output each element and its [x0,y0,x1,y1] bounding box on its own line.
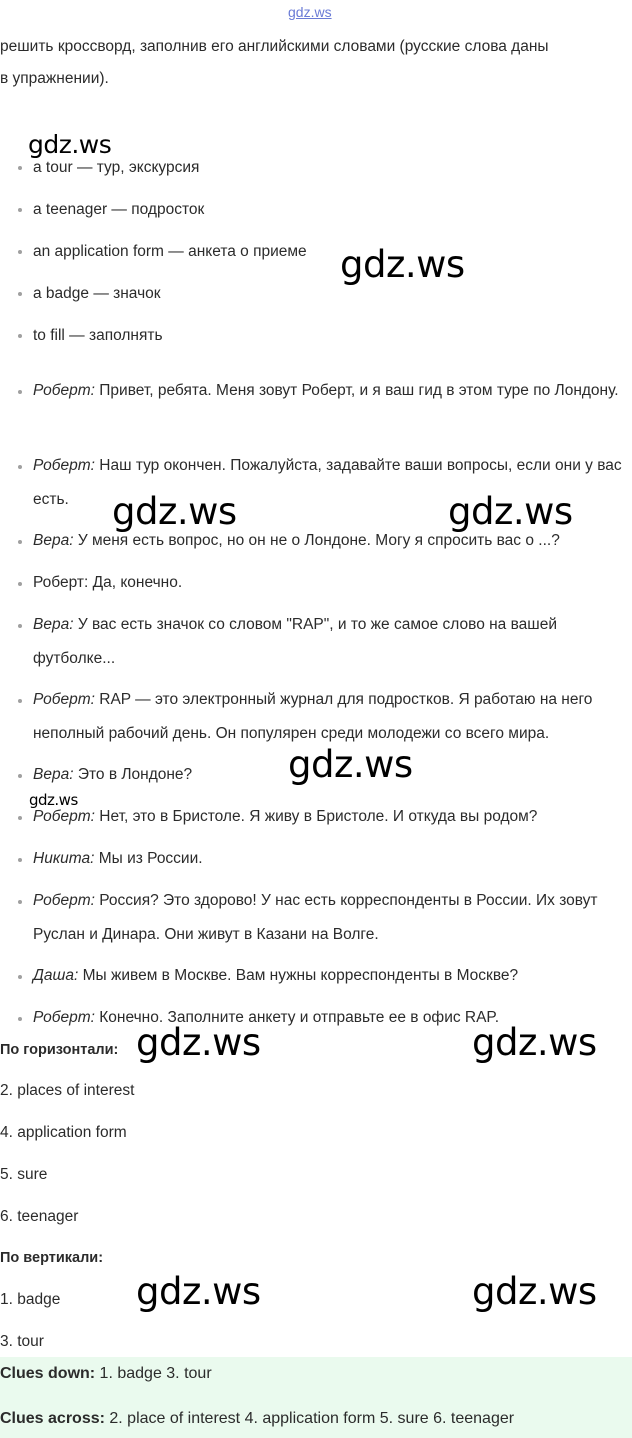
across-clue: 2. places of interest [0,1082,135,1099]
bullet-icon [16,856,24,864]
vocab-item: to fill — заполнять [33,327,163,344]
speech: Привет, ребята. Меня зовут Роберт, и я ваш гид в этом туре по Лондону. [94,382,619,399]
bullet-icon [16,248,24,256]
bullet-icon [16,1015,24,1023]
speech: Мы живем в Москве. Вам нужны корреспонденты в Москве? [78,967,519,984]
speech: Россия? Это здорово! У нас есть корреспонденты в России. Их зовут Руслан и Динара. Они живут в Казани на Волге. [33,892,598,943]
speaker: Даша: [33,967,79,984]
watermark: gdz.ws [340,243,465,286]
bullet-icon [16,580,24,588]
watermark: gdz.ws [448,490,573,533]
down-heading: По вертикали: [0,1250,104,1266]
speaker: Вера: [33,766,74,783]
site-link[interactable]: gdz.ws [288,4,332,20]
watermark: gdz.ws [28,130,112,159]
speaker: Вера: [33,532,74,549]
answers-down-label: Clues down: [0,1365,96,1382]
watermark: gdz.ws [472,1270,597,1313]
speaker: Никита: [33,850,95,867]
dialogue-item [33,959,628,993]
bullet-icon [16,388,24,396]
across-clue: 4. application form [0,1124,127,1141]
watermark: gdz.ws [136,1270,261,1313]
speech: Роберт: Да, конечно. [33,574,183,591]
dialogue-item [33,566,628,600]
bullet-icon [16,898,24,906]
answers-down [0,1365,212,1383]
answers-across-text: 2. place of interest 4. application form 5. sure 6. teenager [104,1410,515,1427]
speech: Мы из России. [94,850,203,867]
speech: У меня есть вопрос, но он не о Лондоне. Могу я спросить вас о ...? [73,532,560,549]
dialogue-item [33,800,628,834]
speaker: Вера: [33,616,74,633]
watermark: gdz.ws [472,1021,597,1064]
watermark: gdz.ws [288,743,413,786]
bullet-icon [16,538,24,546]
vocab-item: a tour — тур, экскурсия [33,159,200,176]
vocab-item: a badge — значок [33,285,161,302]
down-clue: 1. badge [0,1291,61,1308]
answers-down-text: 1. badge 3. tour [95,1365,212,1382]
bullet-icon [16,772,24,780]
dialogue-item [33,884,628,952]
speech: Нет, это в Бристоле. Я живу в Бристоле. И откуда вы родом? [94,808,538,825]
bullet-icon [16,697,24,705]
speech: Конечно. Заполните анкету и отправьте ее в офис RAP. [94,1009,500,1026]
dialogue-item [33,374,628,408]
bullet-icon [16,164,24,172]
answers-box [0,1357,632,1438]
answers-across-label: Clues across: [0,1410,105,1427]
bullet-icon [16,332,24,340]
answers-across [0,1410,514,1428]
intro-line-2: в упражнении). [0,70,109,87]
watermark: gdz.ws [112,490,237,533]
speaker: Роберт: [33,892,95,909]
vocab-item: a teenager — подросток [33,201,205,218]
speaker: Роберт: [33,457,95,474]
down-clue: 3. tour [0,1333,44,1350]
across-clue: 5. sure [0,1166,48,1183]
dialogue-item [33,683,628,751]
bullet-icon [16,973,24,981]
watermark: gdz.ws [136,1021,261,1064]
speech: Наш тур окончен. Пожалуйста, задавайте ваши вопросы, если они у вас есть. [33,457,622,508]
speech: У вас есть значок со словом "RAP", и то же самое слово на вашей футболке... [33,616,558,667]
speaker: Роберт: [33,382,95,399]
bullet-icon [16,463,24,471]
intro-line-1: решить кроссворд, заполнив его английскими словами (русские слова даны [0,38,549,55]
bullet-icon [16,206,24,214]
speaker: Роберт: [33,691,95,708]
across-clue: 6. teenager [0,1208,79,1225]
bullet-icon [16,814,24,822]
speaker: Роберт: [33,1009,95,1026]
bullet-icon [16,622,24,630]
vocab-item: an application form — анкета о приеме [33,243,307,260]
bullet-icon [16,290,24,298]
speaker: Роберт: [33,808,95,825]
speech: Это в Лондоне? [73,766,193,783]
watermark: gdz.ws [29,791,78,809]
across-heading: По горизонтали: [0,1042,119,1058]
dialogue-item [33,842,628,876]
dialogue-item [33,608,628,676]
speech: RAP — это электронный журнал для подростков. Я работаю на него неполный рабочий день. Он популярен среди молодежи со всего мира. [33,691,593,742]
